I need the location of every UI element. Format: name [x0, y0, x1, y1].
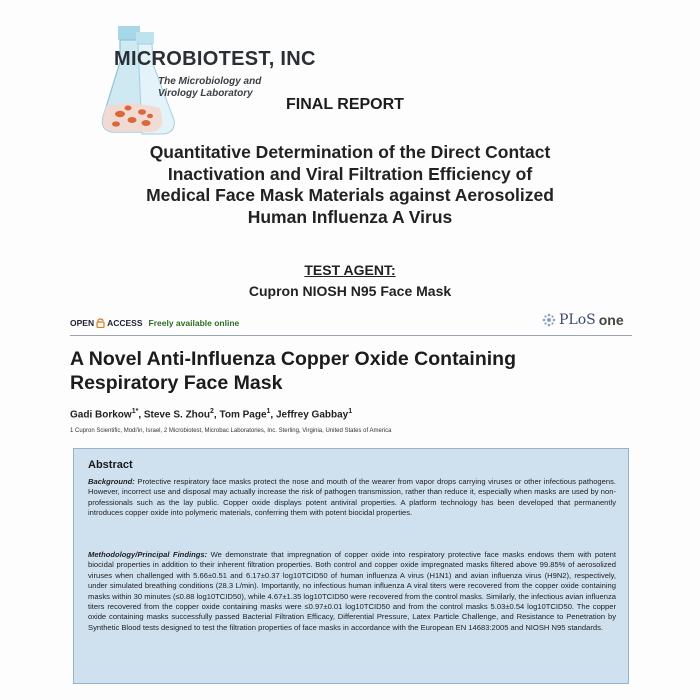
abstract-heading: Abstract — [88, 459, 133, 471]
article-title-line: Respiratory Face Mask — [70, 372, 283, 394]
report-title-line: Inactivation and Viral Filtration Efficiency of — [167, 163, 533, 184]
background-lead: Background: — [88, 477, 135, 486]
open-access-badge — [70, 318, 239, 328]
author-list: Gadi Borkow$^{1*}$, Steve S. Zhou$^2$, Tom Page$^1$, Jeffrey Gabbay$^1$ — [70, 408, 353, 421]
brand-tagline-line: The Microbiology and — [158, 76, 262, 87]
report-title — [110, 142, 590, 228]
author-name: Jeffrey Gabbay — [275, 409, 349, 421]
article-title-line: A Novel Anti-Influenza Copper Oxide Containing — [70, 348, 516, 370]
author-name: Steve S. Zhou — [143, 409, 210, 421]
access-label: ACCESS — [107, 318, 143, 328]
plos-star-icon — [542, 313, 556, 327]
freely-available-label: Freely available online — [148, 318, 240, 328]
methods-text: We demonstrate that impregnation of copper oxide into respiratory protective face masks endows them with potent biocidal properties in addition to their inherent filtration properties. Both control and copper oxide impregnated masks filtered above 99.85% of aerosolized viruses when challenged with 5.66±0.51 and 6.17±0.37 log10TCID50 of human influenza A virus (H1N1) and avian influenza virus (H9N2), respectively, under simulated breathing conditions (28.3 L/min). Importantly, no infectious human influenza A viral titers were recovered from the copper oxide containing masks within 30 minutes (≤0.88 log10TCID50), while 4.67±1.35 log10TCID50 were recovered from the control masks. Similarly, the infectious avian influenza titers recovered from the copper oxide containing masks were ≤0.97±0.01 log10TCID50 and from the control masks 5.03±0.54 log10TCID50. The copper oxide containing masks successfully passed Bacterial Filtration Efficacy, Differential Pressure, Latex Particle Challenge, and Resistance to Penetration by Synthetic Blood tests designed to test the filtration properties of face masks in accordance with the European EN 14683:2005 and NIOSH N95 standards. — [88, 550, 617, 632]
methods-lead: Methodology/Principal Findings: — [88, 550, 208, 559]
author-name: Tom Page — [219, 409, 267, 421]
journal-logo — [542, 312, 624, 328]
abstract-methods-paragraph — [88, 550, 616, 633]
brand-tagline-line: Virology Laboratory — [158, 88, 253, 99]
author-affiliation-mark: 2 — [210, 408, 214, 415]
author-affiliation-mark: 1* — [131, 408, 139, 415]
report-title-line: Medical Face Mask Materials against Aerosolized — [146, 185, 554, 205]
report-title-line: Quantitative Determination of the Direct Contact — [149, 142, 551, 162]
open-lock-icon — [96, 318, 105, 328]
author-affiliation-mark: 1 — [266, 408, 271, 415]
abstract-box — [73, 448, 629, 684]
open-label: OPEN — [70, 318, 95, 328]
author-affiliations: 1 Cupron Scientific, Modi'in, Israel, 2 Microbiotest, Microbac Laboratories, Inc. Sterling, Virginia, United States of America — [70, 428, 392, 434]
test-agent-label: TEST AGENT: — [304, 262, 396, 278]
test-agent-value: Cupron NIOSH N95 Face Mask — [248, 283, 452, 299]
journal-name: PLoS — [559, 312, 596, 328]
author-affiliation-mark: 1 — [348, 408, 353, 415]
journal-suffix: one — [598, 312, 624, 328]
abstract-background-paragraph — [88, 477, 616, 519]
report-title-line: Human Influenza A Virus — [247, 206, 453, 227]
article-title — [70, 347, 630, 395]
final-report-label: FINAL REPORT — [286, 96, 404, 113]
background-text: Protective respiratory face masks protect the nose and mouth of the wearer from vapor drops carrying viruses or other infectious pathogens. However, incorrect use and disposal may actually increase the risk of pathogen transmission, rather than reduce it, especially when masks are used by non-professionals such as the lay public. Copper oxide displays potent antiviral properties. A platform technology has been developed that permanently introduces copper oxide into polymeric materials, conferring them with potent biocidal properties. — [88, 477, 616, 518]
author-name: Gadi Borkow — [70, 409, 132, 421]
brand-name: MICROBIOTEST, INC — [114, 48, 316, 70]
article-divider — [70, 335, 632, 336]
